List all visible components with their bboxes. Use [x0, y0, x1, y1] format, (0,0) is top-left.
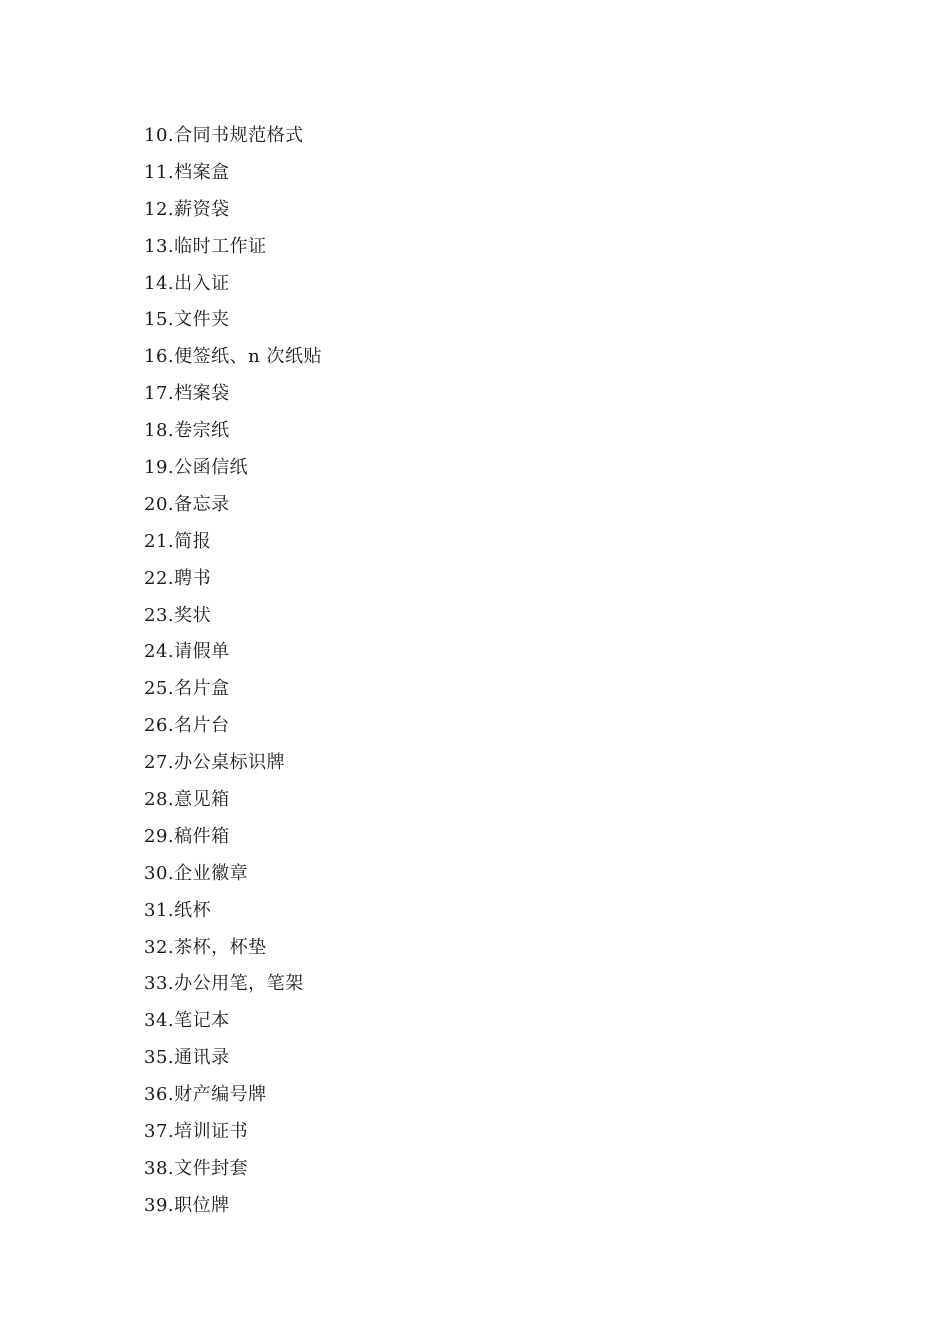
list-item: 38.文件封套: [144, 1157, 249, 1179]
item-list: [144, 118, 322, 1225]
list-item: 25.名片盒: [144, 678, 230, 700]
list-item: 39.职位牌: [144, 1194, 230, 1216]
list-item: 24.请假单: [144, 641, 230, 663]
list-item: 16.便签纸、n 次纸贴: [144, 346, 322, 368]
list-item: 10.合同书规范格式: [144, 125, 304, 146]
list-item: 19.公函信纸: [144, 457, 249, 479]
list-item: 15.文件夹: [144, 309, 230, 331]
list-item: 35.通讯录: [144, 1047, 230, 1069]
list-item: 18.卷宗纸: [144, 420, 230, 442]
list-item: 20.备忘录: [144, 493, 230, 515]
list-item: 17.档案袋: [144, 383, 230, 405]
list-item: 36.财产编号牌: [144, 1084, 267, 1106]
list-item: 37.培训证书: [144, 1121, 249, 1143]
list-item: 22.聘书: [144, 567, 212, 589]
list-item: 29.稿件箱: [144, 825, 230, 847]
list-item: 27.办公桌标识牌: [144, 752, 286, 774]
list-item: 33.办公用笔，笔架: [144, 973, 304, 995]
list-item: 13.临时工作证: [144, 235, 267, 257]
list-item: 26.名片台: [144, 715, 230, 737]
list-item: 28.意见箱: [144, 789, 230, 811]
list-item: 23.奖状: [144, 604, 212, 626]
list-item: 30.企业徽章: [144, 862, 249, 884]
list-item: 11.档案盒: [144, 161, 230, 183]
list-item: 34.笔记本: [144, 1010, 230, 1032]
list-item: 21.简报: [144, 530, 212, 552]
list-item: 12.薪资袋: [144, 198, 230, 220]
list-item: 14.出入证: [144, 272, 230, 294]
list-item: 32.茶杯，杯垫: [144, 936, 267, 958]
list-item: 31.纸杯: [144, 899, 212, 921]
